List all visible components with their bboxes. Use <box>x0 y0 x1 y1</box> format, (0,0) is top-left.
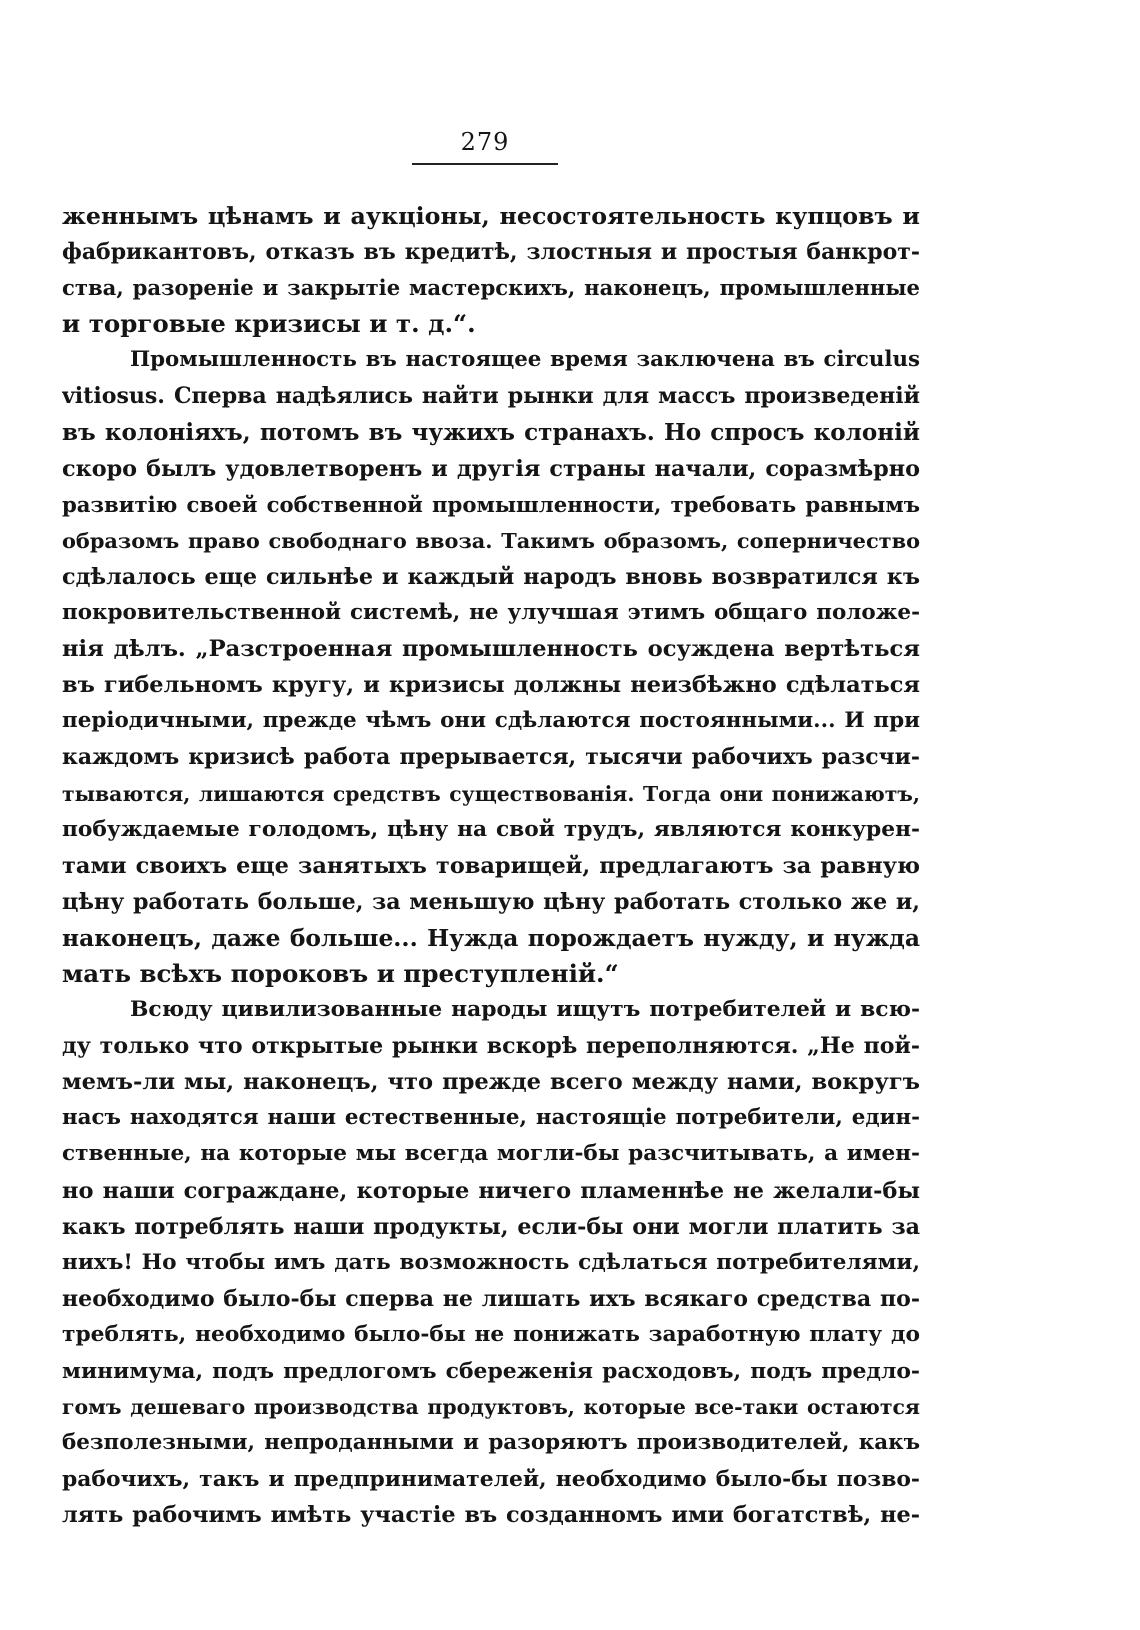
text-line: необходимо было-бы сперва не лишать ихъ всякаго средства по- <box>62 1285 920 1312</box>
text-line: но наши сограждане, которые ничего пламеннѣе не желали-бы <box>62 1177 920 1204</box>
text-line: въ гибельномъ кругу, и кризисы должны неизбѣжно сдѣлаться <box>62 672 920 699</box>
text-line: лять рабочимъ имѣть участіе въ созданномъ ими богатствѣ, не- <box>62 1502 920 1529</box>
text-line: періодичными, прежде чѣмъ они сдѣлаются постоянными... И при <box>62 708 920 734</box>
text-line: въ колоніяхъ, потомъ въ чужихъ странахъ. Но спросъ колоній <box>62 418 920 446</box>
page-number: 279 <box>460 128 510 156</box>
text-line: безполезными, непроданными и разоряютъ производителей, какъ <box>62 1430 920 1456</box>
text-line: ства, разореніе и закрытіе мастерскихъ, наконецъ, промышленные <box>62 275 920 301</box>
text-line: сдѣлалось еще сильнѣе и каждый народъ вновь возвратился къ <box>62 563 920 590</box>
text-line: нихъ! Но чтобы имъ дать возможность сдѣлаться потребителями, <box>62 1249 920 1275</box>
text-line: ственные, на которые мы всегда могли-бы разсчитывать, а имен- <box>62 1141 920 1167</box>
text-line: скоро былъ удовлетворенъ и другія страны начали, соразмѣрно <box>62 455 920 482</box>
text-line: треблять, необходимо было-бы не понижать заработную плату до <box>62 1321 920 1347</box>
paragraph-end-line: мать всѣхъ пороковъ и преступленій.“ <box>62 958 619 988</box>
text-line: цѣну работать больше, за меньшую цѣну работать столько же и, <box>62 888 920 915</box>
text-line: покровительственной системѣ, не улучшая этимъ общаго положе- <box>62 600 920 626</box>
text-line: побуждаемые голодомъ, цѣну на свой трудъ, являются конкурен- <box>62 816 920 842</box>
body-text <box>62 198 920 1533</box>
page-number-rule <box>412 163 558 165</box>
text-line: минимума, подъ предлогомъ сбереженія расходовъ, подъ предло- <box>62 1358 920 1384</box>
text-line: тываются, лишаются средствъ существованія. Тогда они понижаютъ, <box>62 781 920 806</box>
text-line: женнымъ цѣнамъ и аукціоны, несостоятельность купцовъ и <box>62 202 920 230</box>
text-line: нія дѣлъ. „Разстроенная промышленность осуждена вертѣться <box>62 636 920 663</box>
text-line: фабрикантовъ, отказъ въ кредитѣ, злостныя и простыя банкрот- <box>62 239 920 266</box>
text-line: какъ потреблять наши продукты, если-бы они могли платить за <box>62 1213 920 1240</box>
text-line: развитію своей собственной промышленности, требовать равнымъ <box>62 491 920 517</box>
paragraph-end-line: и торговые кризисы и т. д.“. <box>62 309 476 339</box>
text-line: насъ находятся наши естественные, настоящіе потребители, един- <box>62 1105 920 1131</box>
text-line: каждомъ кризисѣ работа прерывается, тысячи рабочихъ разсчи- <box>62 744 920 771</box>
text-line: мемъ-ли мы, наконецъ, что прежде всего между нами, вокругъ <box>62 1069 920 1096</box>
text-line: тами своихъ еще занятыхъ товарищей, предлагаютъ за равную <box>62 852 920 879</box>
paragraph-first-line: Промышленность въ настоящее время заключена въ circulus <box>130 347 920 373</box>
text-line: рабочихъ, такъ и предпринимателей, необходимо было-бы позво- <box>62 1466 920 1493</box>
text-line: наконецъ, даже больше... Нужда порождаетъ нужду, и нужда <box>62 923 920 952</box>
paragraph-first-line: Всюду цивилизованные народы ищутъ потребителей и всю- <box>130 997 920 1023</box>
text-line: образомъ право свободнаго ввоза. Такимъ образомъ, соперничество <box>62 527 920 553</box>
text-line: гомъ дешеваго производства продуктовъ, которые все-таки остаются <box>62 1395 920 1420</box>
text-line: ду только что открытые рынки вскорѣ переполняются. „Не пой- <box>62 1033 920 1060</box>
text-line: vitiosus. Сперва надѣялись найти рынки для массъ произведеній <box>62 383 920 410</box>
